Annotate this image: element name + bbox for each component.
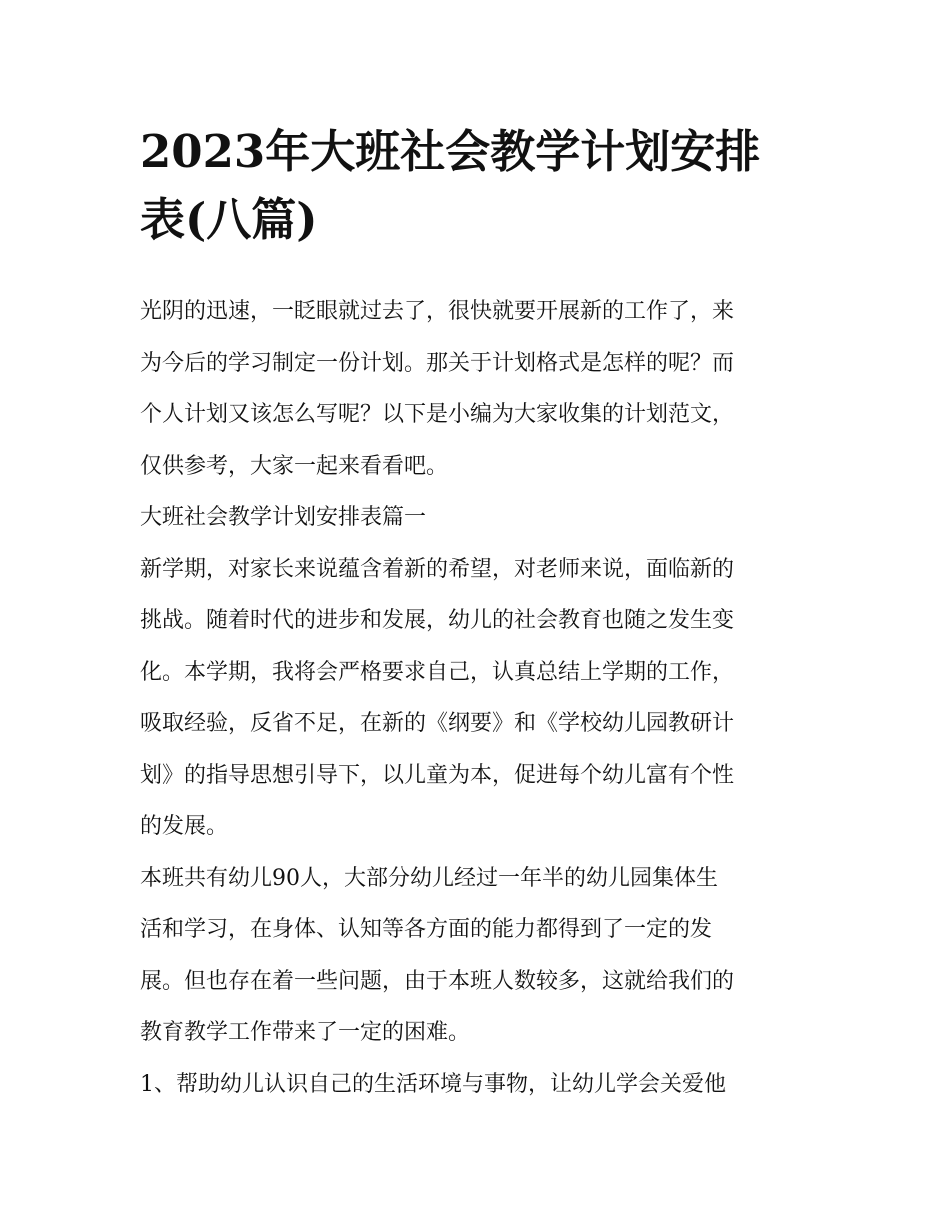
- body-paragraph: [140, 853, 820, 1059]
- text-line: 的发展。: [140, 814, 229, 839]
- text-line: 新学期，对家长来说蕴含着新的希望，对老师来说，面临新的: [140, 556, 735, 582]
- text-line: 展。但也存在着一些问题，由于本班人数较多，这就给我们的: [140, 968, 735, 994]
- text-line: 教育教学工作带来了一定的困难。: [140, 1020, 471, 1045]
- document-page: [140, 118, 820, 1110]
- text-line: 挑战。随着时代的进步和发展，幼儿的社会教育也随之发生变: [140, 608, 735, 633]
- list-item-paragraph: [140, 1059, 820, 1111]
- text-line: 个人计划又该怎么写呢？以下是小编为大家收集的计划范文，: [140, 402, 735, 427]
- text-line: 吸取经验，反省不足，在新的《纲要》和《学校幼儿园教研计: [140, 711, 735, 736]
- text-line: 本班共有幼儿90人，大部分幼儿经过一年半的幼儿园集体生: [140, 865, 718, 891]
- text-line: 光阴的迅速，一眨眼就过去了，很快就要开展新的工作了，来: [140, 299, 735, 324]
- document-title: [140, 118, 820, 254]
- document-body: [140, 286, 820, 1110]
- text-line: 划》的指导思想引导下，以儿童为本，促进每个幼儿富有个性: [140, 762, 735, 788]
- text-line: 为今后的学习制定一份计划。那关于计划格式是怎样的呢？而: [140, 350, 735, 376]
- section-heading: [140, 492, 820, 544]
- text-line: 大班社会教学计划安排表篇一: [140, 505, 427, 530]
- text-line: 1、帮助幼儿认识自己的生活环境与事物，让幼儿学会关爱他: [140, 1071, 726, 1097]
- title-line: 2023年大班社会教学计划安排: [140, 125, 761, 178]
- text-line: 化。本学期，我将会严格要求自己，认真总结上学期的工作，: [140, 659, 735, 685]
- text-line: 活和学习，在身体、认知等各方面的能力都得到了一定的发: [140, 917, 713, 942]
- title-line: 表(八篇): [140, 193, 318, 246]
- intro-paragraph: [140, 286, 820, 492]
- text-line: 仅供参考，大家一起来看看吧。: [140, 453, 449, 479]
- body-paragraph: [140, 544, 820, 853]
